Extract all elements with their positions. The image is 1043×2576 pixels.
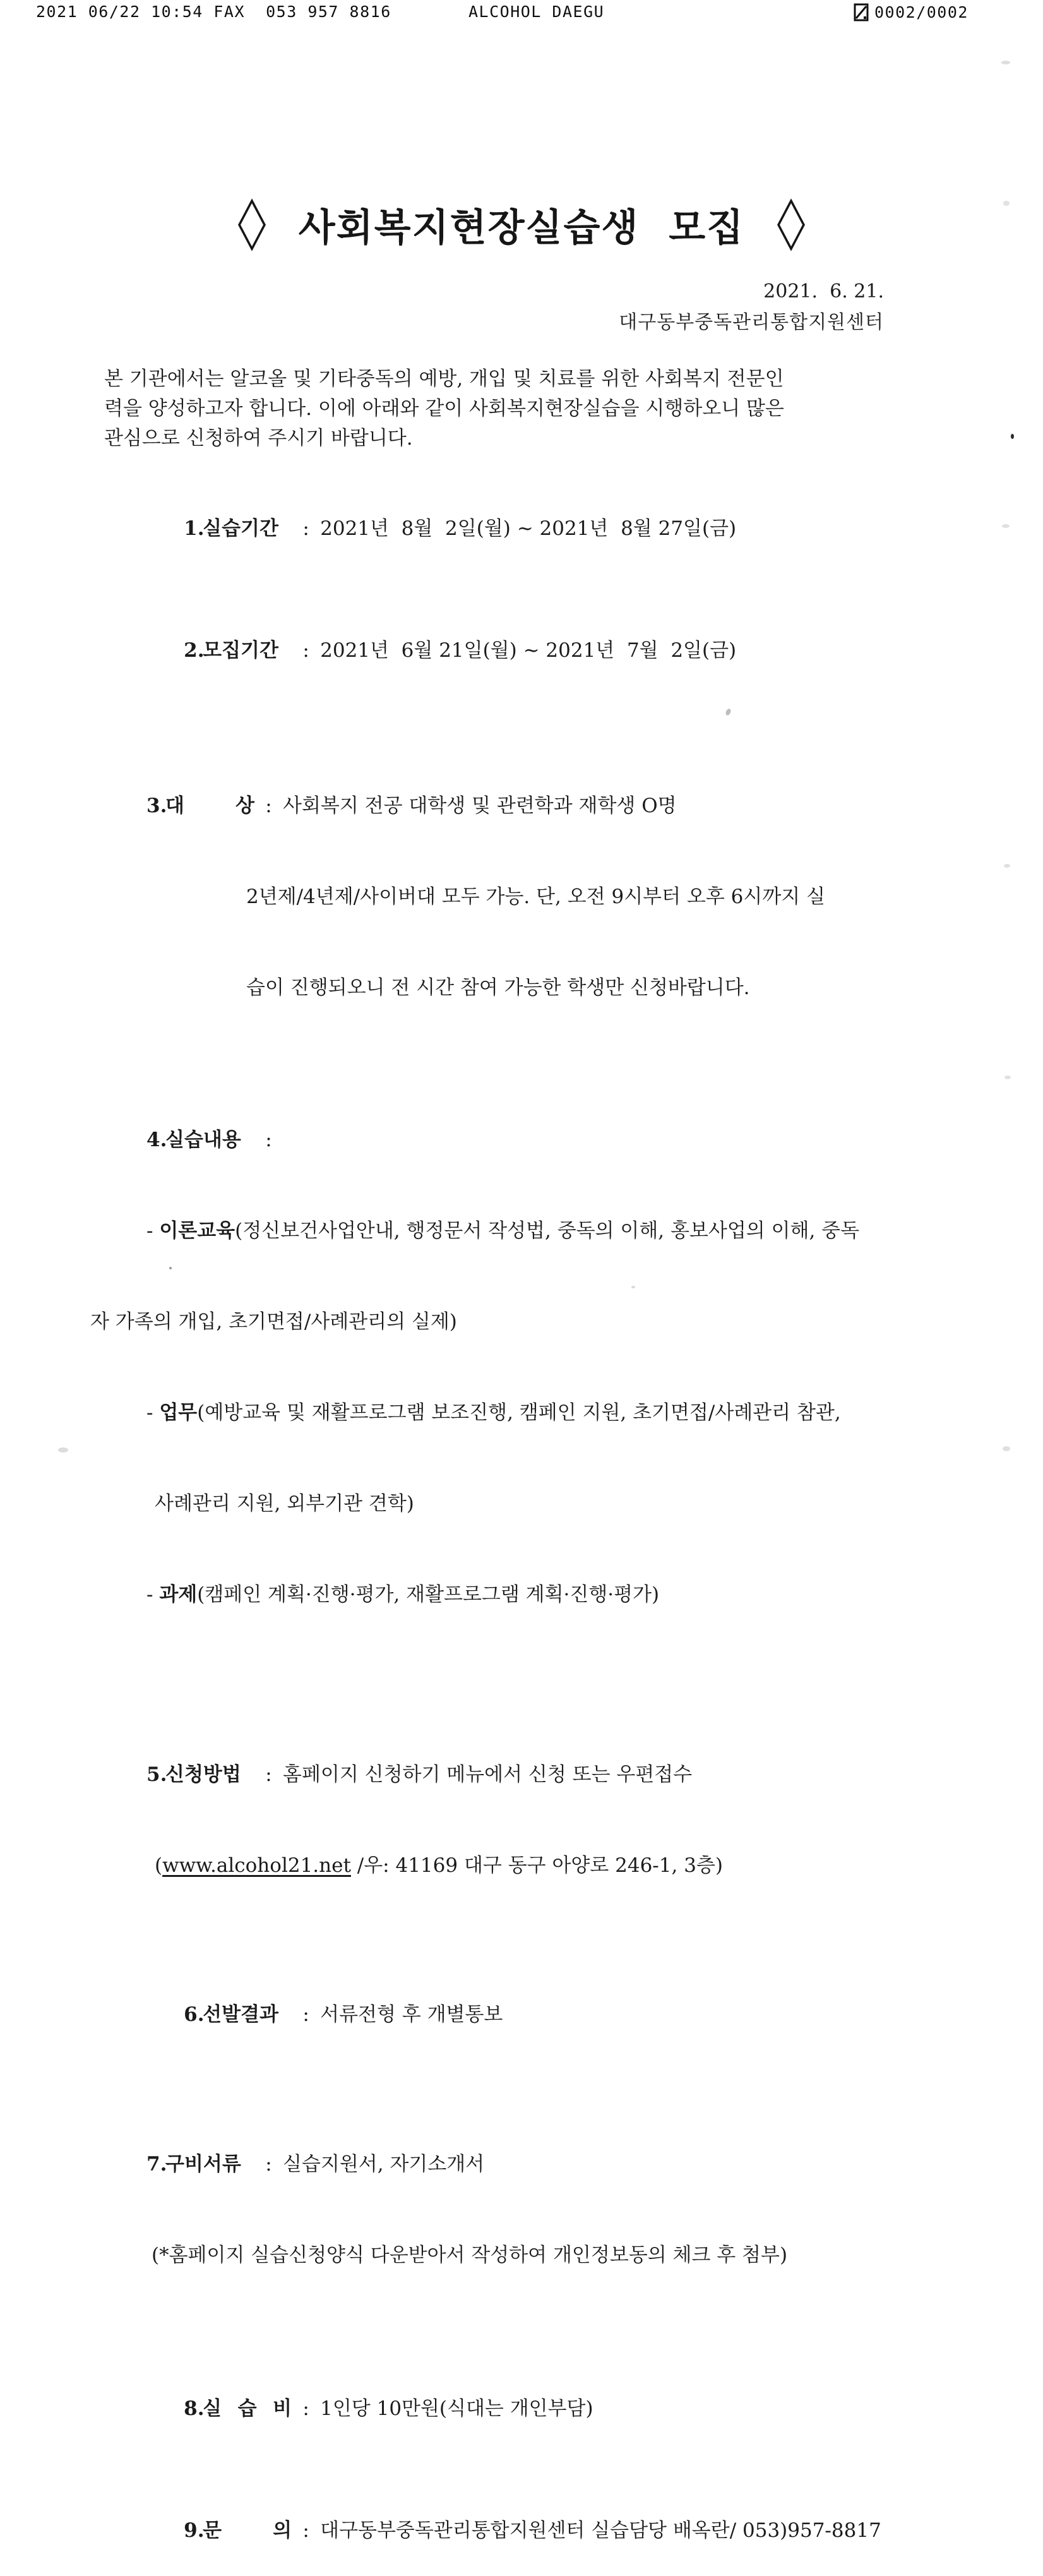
item-number: 3. (146, 794, 167, 817)
bullet-dash: - (146, 1401, 160, 1424)
sub-prefix: ( (155, 1854, 163, 1877)
item-value: 홈페이지 신청하기 메뉴에서 신청 또는 우편접수 (283, 1763, 693, 1786)
list-item (146, 1969, 967, 2060)
item-label: 신청방법 (165, 1763, 241, 1786)
item-value: 2021년 8월 2일(월) ~ 2021년 8월 27일(금) (320, 517, 737, 540)
organization-name: 대구동부중독관리통합지원센터 (619, 311, 884, 333)
list-item (146, 2485, 967, 2576)
item-label: 실습기간 (203, 517, 278, 540)
list-item (146, 605, 967, 696)
fax-sender-name: ALCOHOL DAEGU (468, 3, 605, 21)
list-item (146, 1699, 967, 1941)
scan-artifact (1004, 864, 1010, 868)
scan-artifact (1002, 524, 1010, 528)
item-value: 서류전형 후 개별통보 (320, 2003, 503, 2026)
list-item (90, 1064, 967, 1670)
fax-page-count-text: 0002/0002 (874, 3, 968, 21)
item-number: 6. (184, 2003, 205, 2026)
item-separator: : (302, 2003, 309, 2026)
item-separator: : (265, 1763, 272, 1786)
scan-artifact (58, 1447, 68, 1453)
scan-artifact (1004, 1075, 1011, 1079)
item-number: 8. (184, 2397, 205, 2420)
diamond-icon (776, 198, 806, 251)
bullet-keyword: 이론교육 (159, 1219, 235, 1242)
item-separator: : (302, 517, 309, 540)
list-item (146, 2363, 967, 2454)
bullet-continuation: 자 가족의 개입, 초기면접/사례관리의 실제) (90, 1310, 457, 1333)
intro-line: 력을 양성하고자 합니다. 이에 아래와 같이 사회복지현장실습을 시행하오니 많은 (104, 397, 784, 420)
item-label: 실습내용 (165, 1129, 241, 1151)
item-separator: : (265, 1129, 272, 1151)
page-title: 사회복지현장실습생 모집 (298, 206, 745, 250)
document-title-row (0, 195, 1043, 255)
item-value: 2021년 6월 21일(월) ~ 2021년 7월 2일(금) (320, 639, 737, 662)
scan-artifact (631, 1286, 635, 1288)
item-number: 7. (146, 2153, 167, 2176)
intro-paragraph (104, 364, 938, 453)
item-value: 사회복지 전공 대학생 및 관련학과 재학생 O명 (283, 794, 677, 817)
sub-suffix: /우: 41169 대구 동구 아양로 246-1, 3층) (350, 1854, 723, 1877)
item-number: 1. (184, 517, 205, 540)
item-label: 모집기간 (203, 639, 278, 662)
item-separator: : (302, 639, 309, 662)
bullet-keyword: 과제 (159, 1583, 198, 1606)
bullet-line (146, 1216, 967, 1246)
bullet-dash: - (146, 1583, 160, 1606)
item-label: 대 상 (165, 794, 254, 817)
scan-artifact (1011, 434, 1014, 439)
list-item (146, 730, 967, 1063)
item-value: 실습지원서, 자기소개서 (283, 2153, 485, 2176)
item-number: 2. (184, 639, 205, 662)
item-value-continuation: 2년제/4년제/사이버대 모두 가능. 단, 오전 9시부터 오후 6시까지 실 (246, 885, 826, 908)
intro-line: 관심으로 신청하여 주시기 바랍니다. (104, 427, 413, 450)
item-number: 9. (184, 2519, 205, 2542)
fax-page-icon (854, 3, 870, 21)
item-label: 선발결과 (203, 2003, 278, 2026)
item-value: 1인당 10만원(식대는 개인부담) (320, 2397, 593, 2420)
scan-artifact (169, 1267, 172, 1269)
item-number: 5. (146, 1763, 167, 1786)
fax-timestamp-number: 2021 06/22 10:54 FAX 053 957 8816 (36, 3, 391, 21)
scan-artifact (1003, 1446, 1010, 1451)
scan-artifact (1003, 201, 1010, 206)
fax-transmission-header (0, 3, 1043, 21)
item-sub-line: (*홈페이지 실습신청양식 다운받아서 작성하여 개인정보동의 체크 후 첨부) (152, 2244, 788, 2267)
item-separator: : (302, 2519, 309, 2542)
scan-artifact (1001, 61, 1010, 64)
bullet-text: (캠페인 계획·진행·평가, 재활프로그램 계획·진행·평가) (197, 1583, 660, 1606)
item-label: 구비서류 (165, 2153, 241, 2176)
item-sub-line (155, 1850, 967, 1881)
item-separator: : (302, 2397, 309, 2420)
bullet-line (146, 1398, 967, 1428)
fax-page-counter (854, 3, 968, 21)
bullet-line (146, 1579, 967, 1610)
bullet-dash: - (146, 1219, 160, 1242)
document-date: 2021. 6. 21. (763, 280, 884, 303)
bullet-text: (예방교육 및 재활프로그램 보조진행, 캠페인 지원, 초기면접/사례관리 참관, (197, 1401, 841, 1424)
item-value: 대구동부중독관리통합지원센터 실습담당 배옥란/ 053)957-8817 (320, 2519, 881, 2542)
item-separator: : (265, 2153, 272, 2176)
website-url-text: www.alcohol21.net (162, 1854, 351, 1877)
bullet-text: (정신보건사업안내, 행정문서 작성법, 중독의 이해, 홍보사업의 이해, 중독 (235, 1219, 860, 1242)
item-label: 문 의 (203, 2519, 292, 2542)
list-item (146, 2088, 967, 2331)
item-number: 4. (146, 1129, 167, 1151)
item-value-continuation: 습이 진행되오니 전 시간 참여 가능한 학생만 신청바랍니다. (246, 976, 750, 999)
list-item (146, 483, 967, 574)
bullet-keyword: 업무 (159, 1401, 198, 1424)
item-separator: : (265, 794, 272, 817)
intro-line: 본 기관에서는 알코올 및 기타중독의 예방, 개입 및 치료를 위한 사회복지 전문인 (104, 368, 784, 390)
bullet-continuation: 사례관리 지원, 외부기관 견학) (155, 1492, 414, 1515)
notice-item-list (90, 483, 967, 2576)
item-label: 실 습 비 (203, 2397, 292, 2420)
document-meta (619, 276, 884, 338)
diamond-icon (237, 198, 267, 251)
